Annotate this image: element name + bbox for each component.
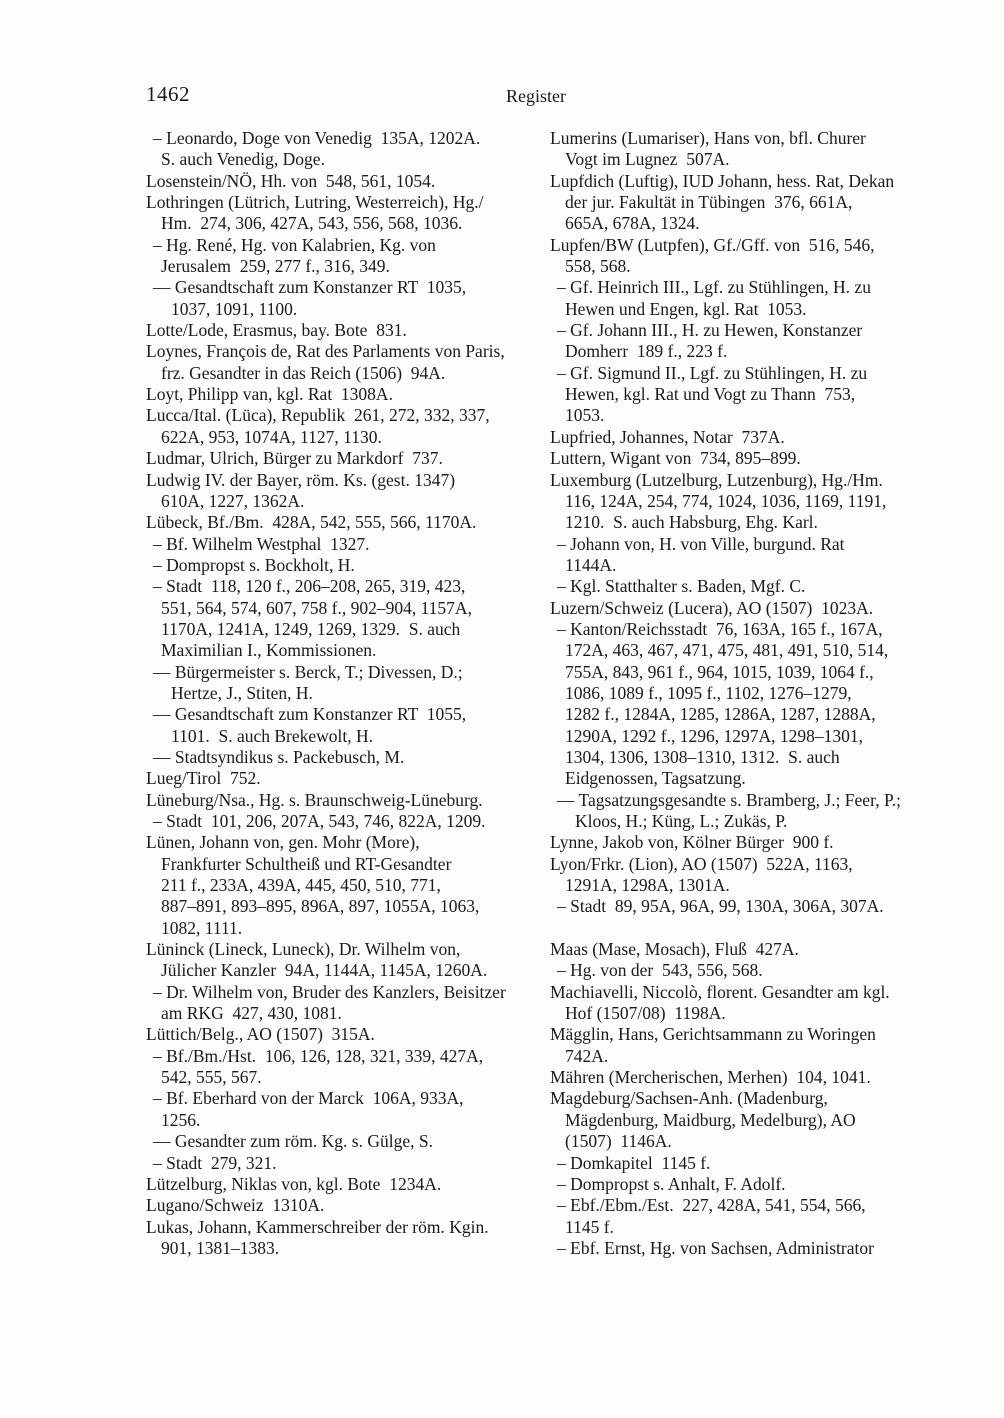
index-line: frz. Gesandter in das Reich (1506) 94A. <box>161 362 446 383</box>
index-line: Luzern/Schweiz (Lucera), AO (1507) 1023A. <box>550 597 874 618</box>
index-line: 1290A, 1292 f., 1296, 1297A, 1298–1301, <box>565 725 863 746</box>
index-line: Mägdenburg, Maidburg, Medelburg), AO <box>565 1109 856 1130</box>
index-line: Mähren (Mercherischen, Merhen) 104, 1041. <box>550 1067 871 1088</box>
index-line: – Dr. Wilhelm von, Bruder des Kanzlers, Beisitzer <box>153 981 506 1002</box>
index-line: Vogt im Lugnez 507A. <box>565 149 730 170</box>
index-line: – Bf. Wilhelm Westphal 1327. <box>153 533 370 554</box>
index-line: – Stadt 101, 206, 207A, 543, 746, 822A, 1209. <box>153 811 486 831</box>
index-line: –– Bürgermeister s. Berck, T.; Divessen, D.; <box>153 661 463 682</box>
index-line: 665A, 678A, 1324. <box>565 213 700 234</box>
index-column-left <box>146 128 524 1259</box>
index-line: 1256. <box>161 1109 201 1130</box>
index-line: 610A, 1227, 1362A. <box>161 490 305 511</box>
index-line: Lüttich/Belg., AO (1507) 315A. <box>146 1024 375 1045</box>
index-line: Frankfurter Schultheiß und RT-Gesandter <box>161 853 452 874</box>
index-line: –– Gesandtschaft zum Konstanzer RT 1055, <box>153 704 467 725</box>
index-line: Jerusalem 259, 277 f., 316, 349. <box>161 256 390 277</box>
index-line: 742A. <box>565 1045 609 1066</box>
index-line: Kloos, H.; Küng, L.; Zukäs, P. <box>575 811 788 831</box>
index-line: Lotte/Lode, Erasmus, bay. Bote 831. <box>146 320 407 341</box>
index-line: Eidgenossen, Tagsatzung. <box>565 768 746 789</box>
index-column-right <box>550 128 928 1259</box>
index-line: – Bf./Bm./Hst. 106, 126, 128, 321, 339, 427A, <box>153 1045 484 1066</box>
index-line: Lukas, Johann, Kammerschreiber der röm. Kgin. <box>146 1216 489 1237</box>
index-line: Lünen, Johann von, gen. Mohr (More), <box>146 832 420 853</box>
index-line: Lübeck, Bf./Bm. 428A, 542, 555, 566, 1170A. <box>146 512 477 533</box>
index-line: 887–891, 893–895, 896A, 897, 1055A, 1063, <box>161 896 480 917</box>
index-line: – Ebf./Ebm./Est. 227, 428A, 541, 554, 566, <box>557 1195 866 1216</box>
index-line: – Bf. Eberhard von der Marck 106A, 933A, <box>153 1088 464 1109</box>
index-line: –– Gesandtschaft zum Konstanzer RT 1035, <box>153 277 467 298</box>
index-line: – Kgl. Statthalter s. Baden, Mgf. C. <box>557 576 806 597</box>
index-line: Lumerins (Lumariser), Hans von, bfl. Churer <box>550 128 866 148</box>
index-line: – Ebf. Ernst, Hg. von Sachsen, Administrator <box>557 1237 874 1258</box>
index-line: Jülicher Kanzler 94A, 1144A, 1145A, 1260A. <box>161 960 488 981</box>
index-line: Lüninck (Lineck, Luneck), Dr. Wilhelm von, <box>146 939 461 960</box>
index-line: Hertze, J., Stiten, H. <box>171 682 313 703</box>
index-line: 1210. S. auch Habsburg, Ehg. Karl. <box>565 512 818 533</box>
index-line: – Gf. Johann III., H. zu Hewen, Konstanzer <box>557 320 863 341</box>
index-line: – Gf. Heinrich III., Lgf. zu Stühlingen, H. zu <box>557 277 871 298</box>
index-line: 1170A, 1241A, 1249, 1269, 1329. S. auch <box>161 618 461 639</box>
index-line: 172A, 463, 467, 471, 475, 481, 491, 510, 514, <box>565 640 889 661</box>
index-line: Machiavelli, Niccolò, florent. Gesandter am kgl. <box>550 981 890 1002</box>
index-line: Maas (Mase, Mosach), Fluß 427A. <box>550 939 799 960</box>
index-line: 1037, 1091, 1100. <box>171 298 298 319</box>
index-line: 1282 f., 1284A, 1285, 1286A, 1287, 1288A, <box>565 704 876 725</box>
index-line: – Kanton/Reichsstadt 76, 163A, 165 f., 167A, <box>557 618 883 639</box>
index-line: 1304, 1306, 1308–1310, 1312. S. auch <box>565 746 840 767</box>
index-line: 1144A. <box>565 554 617 575</box>
index-line: Hof (1507/08) 1198A. <box>565 1003 726 1024</box>
index-line: Lugano/Schweiz 1310A. <box>146 1195 325 1216</box>
index-line: 755A, 843, 961 f., 964, 1015, 1039, 1064 f., <box>565 661 874 682</box>
index-line: –– Stadtsyndikus s. Packebusch, M. <box>153 746 405 767</box>
index-line: Luxemburg (Lutzelburg, Lutzenburg), Hg./Hm. <box>550 469 883 490</box>
index-line: 1101. S. auch Brekewolt, H. <box>171 725 374 746</box>
index-line: 116, 124A, 254, 774, 1024, 1036, 1169, 1191, <box>565 490 887 511</box>
index-line: Lüneburg/Nsa., Hg. s. Braunschweig-Lüneburg. <box>146 789 483 810</box>
index-line: am RKG 427, 430, 1081. <box>161 1003 342 1024</box>
index-line: Lucca/Ital. (Lüca), Republik 261, 272, 332, 337, <box>146 405 490 426</box>
index-line: (1507) 1146A. <box>565 1131 672 1152</box>
index-line: –– Tagsatzungsgesandte s. Bramberg, J.; Feer, P.; <box>557 789 901 810</box>
index-line: 622A, 953, 1074A, 1127, 1130. <box>161 426 382 447</box>
index-line: Hewen, kgl. Rat und Vogt zu Thann 753, <box>565 384 856 405</box>
index-line: – Leonardo, Doge von Venedig 135A, 1202A. <box>153 128 481 148</box>
index-line: 211 f., 233A, 439A, 445, 450, 510, 771, <box>161 875 441 896</box>
index-line: – Dompropst s. Bockholt, H. <box>153 554 355 575</box>
index-line: Ludmar, Ulrich, Bürger zu Markdorf 737. <box>146 448 443 469</box>
index-line: Lynne, Jakob von, Kölner Bürger 900 f. <box>550 832 834 853</box>
running-head: Register <box>506 86 566 106</box>
index-line: 1053. <box>565 405 605 426</box>
index-line: Luttern, Wigant von 734, 895–899. <box>550 448 801 469</box>
index-line: Domherr 189 f., 223 f. <box>565 341 728 362</box>
index-line: Losenstein/NÖ, Hh. von 548, 561, 1054. <box>146 170 436 191</box>
index-line: Lupfried, Johannes, Notar 737A. <box>550 426 785 447</box>
index-line: 551, 564, 574, 607, 758 f., 902–904, 1157A, <box>161 597 472 618</box>
index-line: – Stadt 118, 120 f., 206–208, 265, 319, 423, <box>153 576 466 597</box>
index-line: Lupfdich (Luftig), IUD Johann, hess. Rat, Dekan <box>550 170 895 191</box>
index-line: Hewen und Engen, kgl. Rat 1053. <box>565 298 807 319</box>
index-columns <box>146 128 928 1259</box>
index-line: – Hg. von der 543, 556, 568. <box>557 960 763 981</box>
page-number: 1462 <box>146 82 190 106</box>
index-line: – Stadt 89, 95A, 96A, 99, 130A, 306A, 307A. <box>557 896 884 917</box>
index-line: Mägglin, Hans, Gerichtsammann zu Woringen <box>550 1024 876 1045</box>
index-line: 1082, 1111. <box>161 917 243 938</box>
index-line: Lyon/Frkr. (Lion), AO (1507) 522A, 1163, <box>550 853 853 874</box>
index-line: der jur. Fakultät in Tübingen 376, 661A, <box>565 192 853 213</box>
index-line: 1086, 1089 f., 1095 f., 1102, 1276–1279, <box>565 682 852 703</box>
index-line: – Hg. René, Hg. von Kalabrien, Kg. von <box>153 234 436 255</box>
index-line: – Gf. Sigmund II., Lgf. zu Stühlingen, H. zu <box>557 362 868 383</box>
index-line: 1145 f. <box>565 1216 614 1237</box>
blank-line <box>550 918 928 939</box>
index-line: 1291A, 1298A, 1301A. <box>565 875 730 896</box>
index-line: S. auch Venedig, Doge. <box>161 149 325 170</box>
index-line: Loyt, Philipp van, kgl. Rat 1308A. <box>146 384 393 405</box>
index-line: Lützelburg, Niklas von, kgl. Bote 1234A. <box>146 1173 442 1194</box>
index-line: 558, 568. <box>565 256 631 277</box>
index-line: Maximilian I., Kommissionen. <box>161 640 377 661</box>
index-line: Lupfen/BW (Lutpfen), Gf./Gff. von 516, 546, <box>550 234 875 255</box>
index-line: – Stadt 279, 321. <box>153 1152 277 1173</box>
index-line: 901, 1381–1383. <box>161 1237 280 1258</box>
index-line: Lueg/Tirol 752. <box>146 768 261 789</box>
index-line: – Domkapitel 1145 f. <box>557 1152 711 1173</box>
index-line: Loynes, François de, Rat des Parlaments von Paris, <box>146 341 505 362</box>
index-line: – Johann von, H. von Ville, burgund. Rat <box>557 533 845 554</box>
index-line: –– Gesandter zum röm. Kg. s. Gülge, S. <box>153 1131 433 1152</box>
index-line: Magdeburg/Sachsen-Anh. (Madenburg, <box>550 1088 828 1109</box>
index-line: Ludwig IV. der Bayer, röm. Ks. (gest. 1347) <box>146 469 456 490</box>
index-line: – Dompropst s. Anhalt, F. Adolf. <box>557 1173 786 1194</box>
index-line: Lothringen (Lütrich, Lutring, Westerreich), Hg./ <box>146 192 484 213</box>
index-line: 542, 555, 567. <box>161 1067 262 1088</box>
index-line: Hm. 274, 306, 427A, 543, 556, 568, 1036. <box>161 213 463 234</box>
